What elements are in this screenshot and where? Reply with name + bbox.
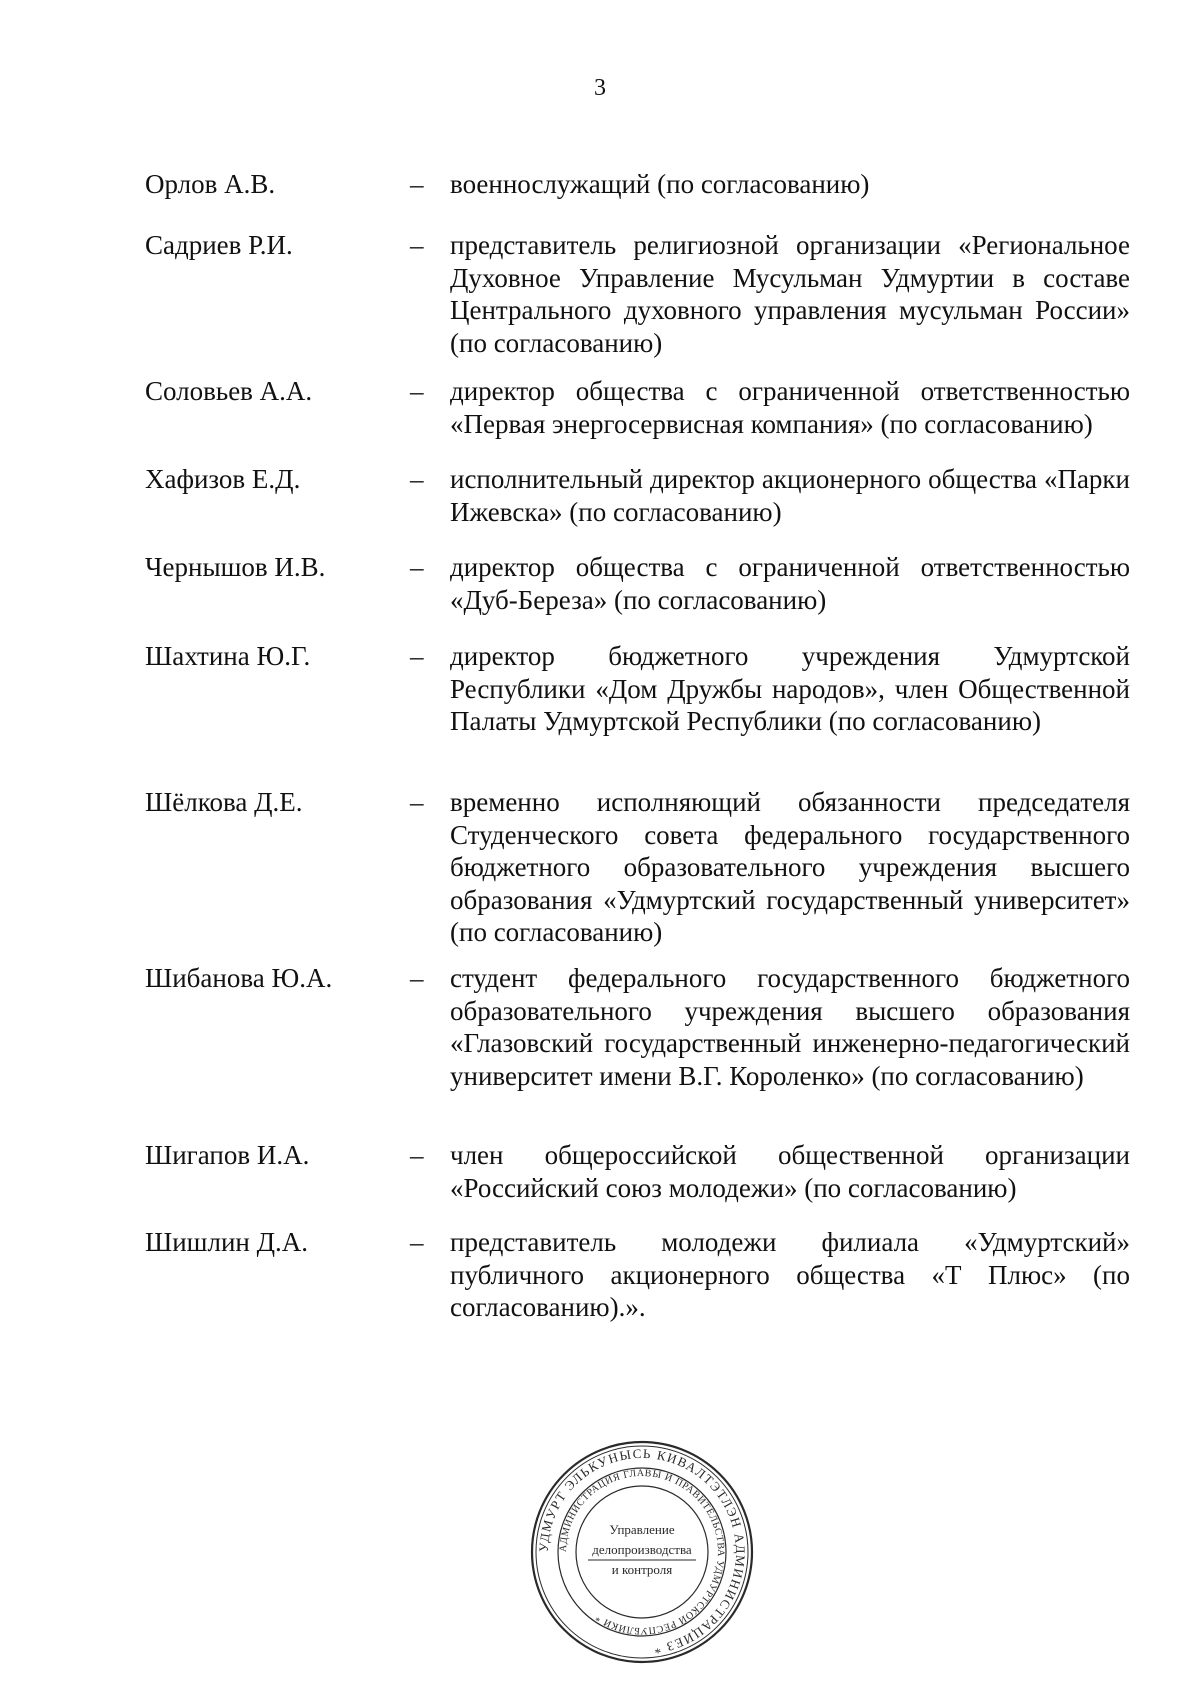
member-dash: –	[410, 230, 424, 260]
seal-outer-text: УДМУРТ ЭЛЬКУНЫСЬ КИВАЛТЭТЛЭН АДМИНИСТРАЦИЕЗ *	[535, 1445, 749, 1658]
member-dash: –	[410, 169, 424, 199]
member-dash: –	[410, 641, 424, 671]
member-description: директор общества с ограниченной ответственностью «Первая энергосервисная компания» (по согласованию)	[450, 376, 1130, 439]
member-name: Шёлкова Д.Е.	[145, 787, 303, 817]
member-name: Шибанова Ю.А.	[145, 963, 333, 993]
member-name: Шахтина Ю.Г.	[145, 641, 311, 671]
member-name: Шишлин Д.А.	[145, 1227, 309, 1257]
member-dash: –	[410, 963, 424, 993]
member-description: директор общества с ограниченной ответственностью «Дуб-Береза» (по согласованию)	[450, 552, 1130, 615]
member-dash: –	[410, 1227, 424, 1257]
member-description: студент федерального государственного бюджетного образовательного учреждения высшего образования «Глазовский государственный инженерно-педагогический университет имени В.Г. Короленко» (по согласованию)	[450, 963, 1130, 1091]
member-description: представитель молодежи филиала «Удмуртский» публичного акционерного общества «Т Плюс» (по согласованию).».	[450, 1227, 1130, 1322]
member-description: директор бюджетного учреждения Удмуртской Республики «Дом Дружбы народов», член Общественной Палаты Удмуртской Республики (по согласованию)	[450, 641, 1130, 736]
member-name: Шигапов И.А.	[145, 1140, 310, 1170]
member-description: временно исполняющий обязанности председателя Студенческого совета федерального государственного бюджетного образовательного учреждения высшего образования «Удмуртский государственный университет» (по согласованию)	[450, 787, 1130, 947]
member-dash: –	[410, 787, 424, 817]
seal-center-line-3: и контроля	[611, 1562, 673, 1577]
seal-center-line-2: делопроизводства	[592, 1542, 692, 1557]
seal-graphic	[528, 1438, 756, 1666]
member-name: Орлов А.В.	[145, 169, 276, 199]
page-number: 3	[594, 75, 606, 101]
member-dash: –	[410, 464, 424, 494]
member-description: член общероссийской общественной организации «Российский союз молодежи» (по согласованию)	[450, 1140, 1130, 1203]
member-description: исполнительный директор акционерного общества «Парки Ижевска» (по согласованию)	[450, 464, 1130, 527]
member-dash: –	[410, 376, 424, 406]
member-dash: –	[410, 552, 424, 582]
member-dash: –	[410, 1140, 424, 1170]
member-name: Хафизов Е.Д.	[145, 464, 301, 494]
member-name: Садриев Р.И.	[145, 230, 293, 260]
official-seal-stamp	[528, 1438, 756, 1666]
seal-center-line-1: Управление	[609, 1522, 675, 1537]
member-description: военнослужащий (по согласованию)	[450, 169, 870, 199]
seal-inner-text: АДМИНИСТРАЦИЯ ГЛАВЫ И ПРАВИТЕЛЬСТВА УДМУРТСКОЙ РЕСПУБЛИКИ *	[557, 1467, 727, 1637]
member-description: представитель религиозной организации «Региональное Духовное Управление Мусульман Удмуртии в составе Центрального духовного управления мусульман России» (по согласованию)	[450, 230, 1130, 358]
member-name: Чернышов И.В.	[145, 552, 326, 582]
member-name: Соловьев А.А.	[145, 376, 313, 406]
